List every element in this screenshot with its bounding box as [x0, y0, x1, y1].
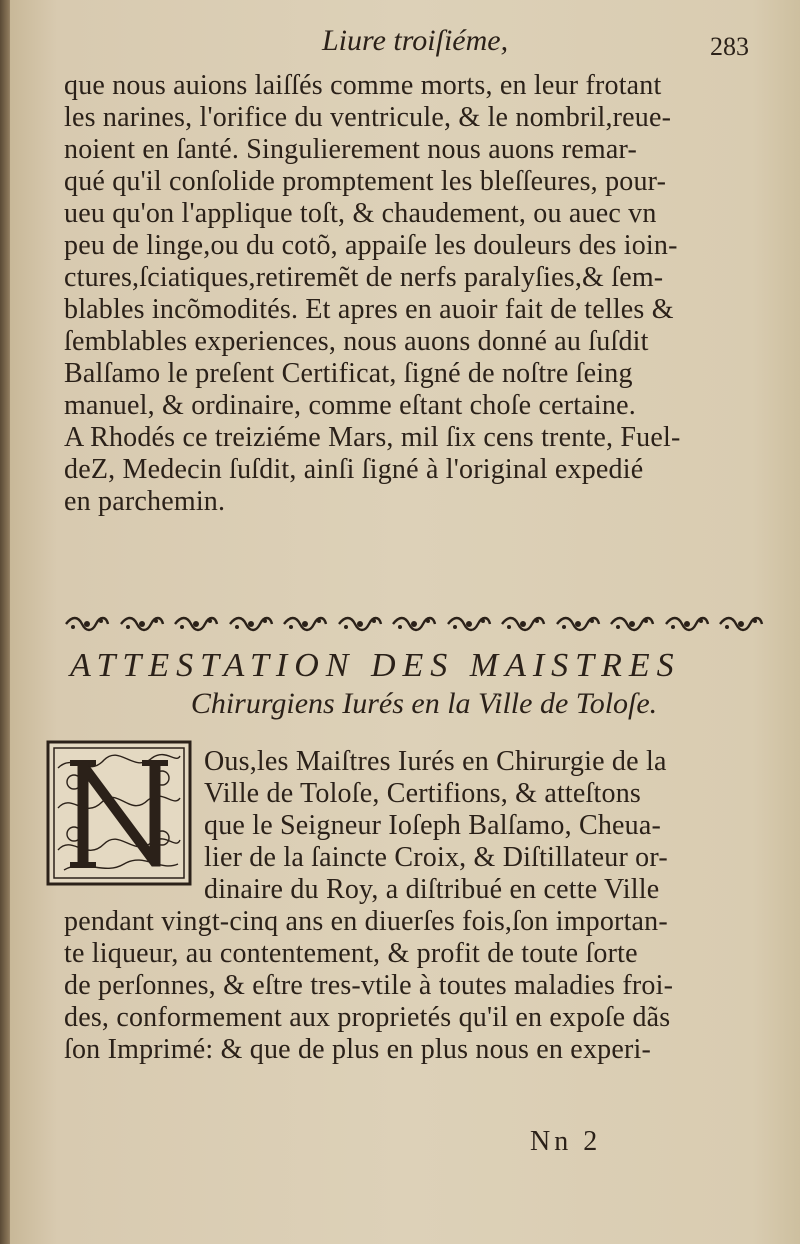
- attestation-text: [64, 746, 764, 1066]
- text-line: de perſonnes, & eſtre tres-vtile à toutes maladies froi-: [64, 970, 674, 1001]
- catchword: Nn 2: [530, 1126, 602, 1157]
- text-line: deZ, Medecin ſuſdit, ainſi ſigné à l'original expedié: [64, 454, 644, 485]
- fleuron-ornament: [718, 615, 764, 637]
- text-line: te liqueur, au contentement, & profit de toute ſorte: [64, 938, 638, 969]
- fleuron-ornament: [664, 615, 710, 637]
- text-line: Ous,les Maiſtres Iurés en Chirurgie de la: [204, 746, 667, 777]
- page-header: [10, 22, 800, 70]
- fleuron-ornament: [337, 615, 383, 637]
- fleuron-ornament: [500, 615, 546, 637]
- page-number: 283: [710, 32, 749, 61]
- running-title: Liure troiſiéme,: [322, 24, 509, 57]
- fleuron-ornament: [609, 615, 655, 637]
- heading-title: ATTESTATION DES MAISTRES: [70, 647, 681, 684]
- text-line: blables incõmodités. Et apres en auoir fait de telles &: [64, 294, 674, 325]
- heading-subtitle: Chirurgiens Iurés en la Ville de Toloſe.: [190, 687, 658, 720]
- text-line: A Rhodés ce treiziéme Mars, mil ſix cens trente, Fuel-: [64, 422, 681, 453]
- text-line: ſon Imprimé: & que de plus en plus nous en experi-: [64, 1034, 651, 1065]
- text-line: peu de linge,ou du cotõ, appaiſe les douleurs des ioin-: [64, 230, 678, 261]
- text-line: ctures,ſciatiques,retiremẽt de nerfs paralyſies,& ſem-: [64, 262, 664, 293]
- section-heading: [64, 646, 764, 722]
- fleuron-ornament: [119, 615, 165, 637]
- text-line: des, conformement aux proprietés qu'il en expoſe dãs: [64, 1002, 671, 1033]
- text-line: qué qu'il conſolide promptement les bleſſeures, pour-: [64, 166, 667, 197]
- ornamental-border: [64, 614, 764, 638]
- text-line: manuel, & ordinaire, comme eſtant choſe certaine.: [64, 390, 636, 421]
- fleuron-ornament: [64, 615, 110, 637]
- fleuron-ornament: [446, 615, 492, 637]
- fleuron-ornament: [173, 615, 219, 637]
- text-line: ueu qu'on l'applique toſt, & chaudement, ou auec vn: [64, 198, 657, 229]
- text-line: pendant vingt-cinq ans en diuerſes fois,ſon importan-: [64, 906, 668, 937]
- book-page: [10, 0, 800, 1244]
- text-line: dinaire du Roy, a diſtribué en cette Ville: [204, 874, 660, 905]
- text-line: que le Seigneur Ioſeph Balſamo, Cheua-: [204, 810, 662, 841]
- fleuron-ornament: [282, 615, 328, 637]
- text-line: lier de la ſaincte Croix, & Diſtillateur or-: [204, 842, 668, 873]
- text-line: les narines, l'orifice du ventricule, & le nombril,reue-: [64, 102, 672, 133]
- fleuron-ornament: [391, 615, 437, 637]
- text-line: en parchemin.: [64, 486, 226, 517]
- text-line: ſemblables experiences, nous auons donné au ſuſdit: [64, 326, 649, 357]
- fleuron-ornament: [555, 615, 601, 637]
- fleuron-ornament: [228, 615, 274, 637]
- text-line: Balſamo le preſent Certificat, ſigné de noſtre ſeing: [64, 358, 633, 389]
- text-line: Ville de Toloſe, Certifions, & atteſtons: [204, 778, 641, 809]
- text-line: noient en ſanté. Singulierement nous auons remar-: [64, 134, 637, 165]
- text-line: que nous auions laiſſés comme morts, en leur frotant: [64, 70, 662, 101]
- certificate-text: [64, 70, 764, 518]
